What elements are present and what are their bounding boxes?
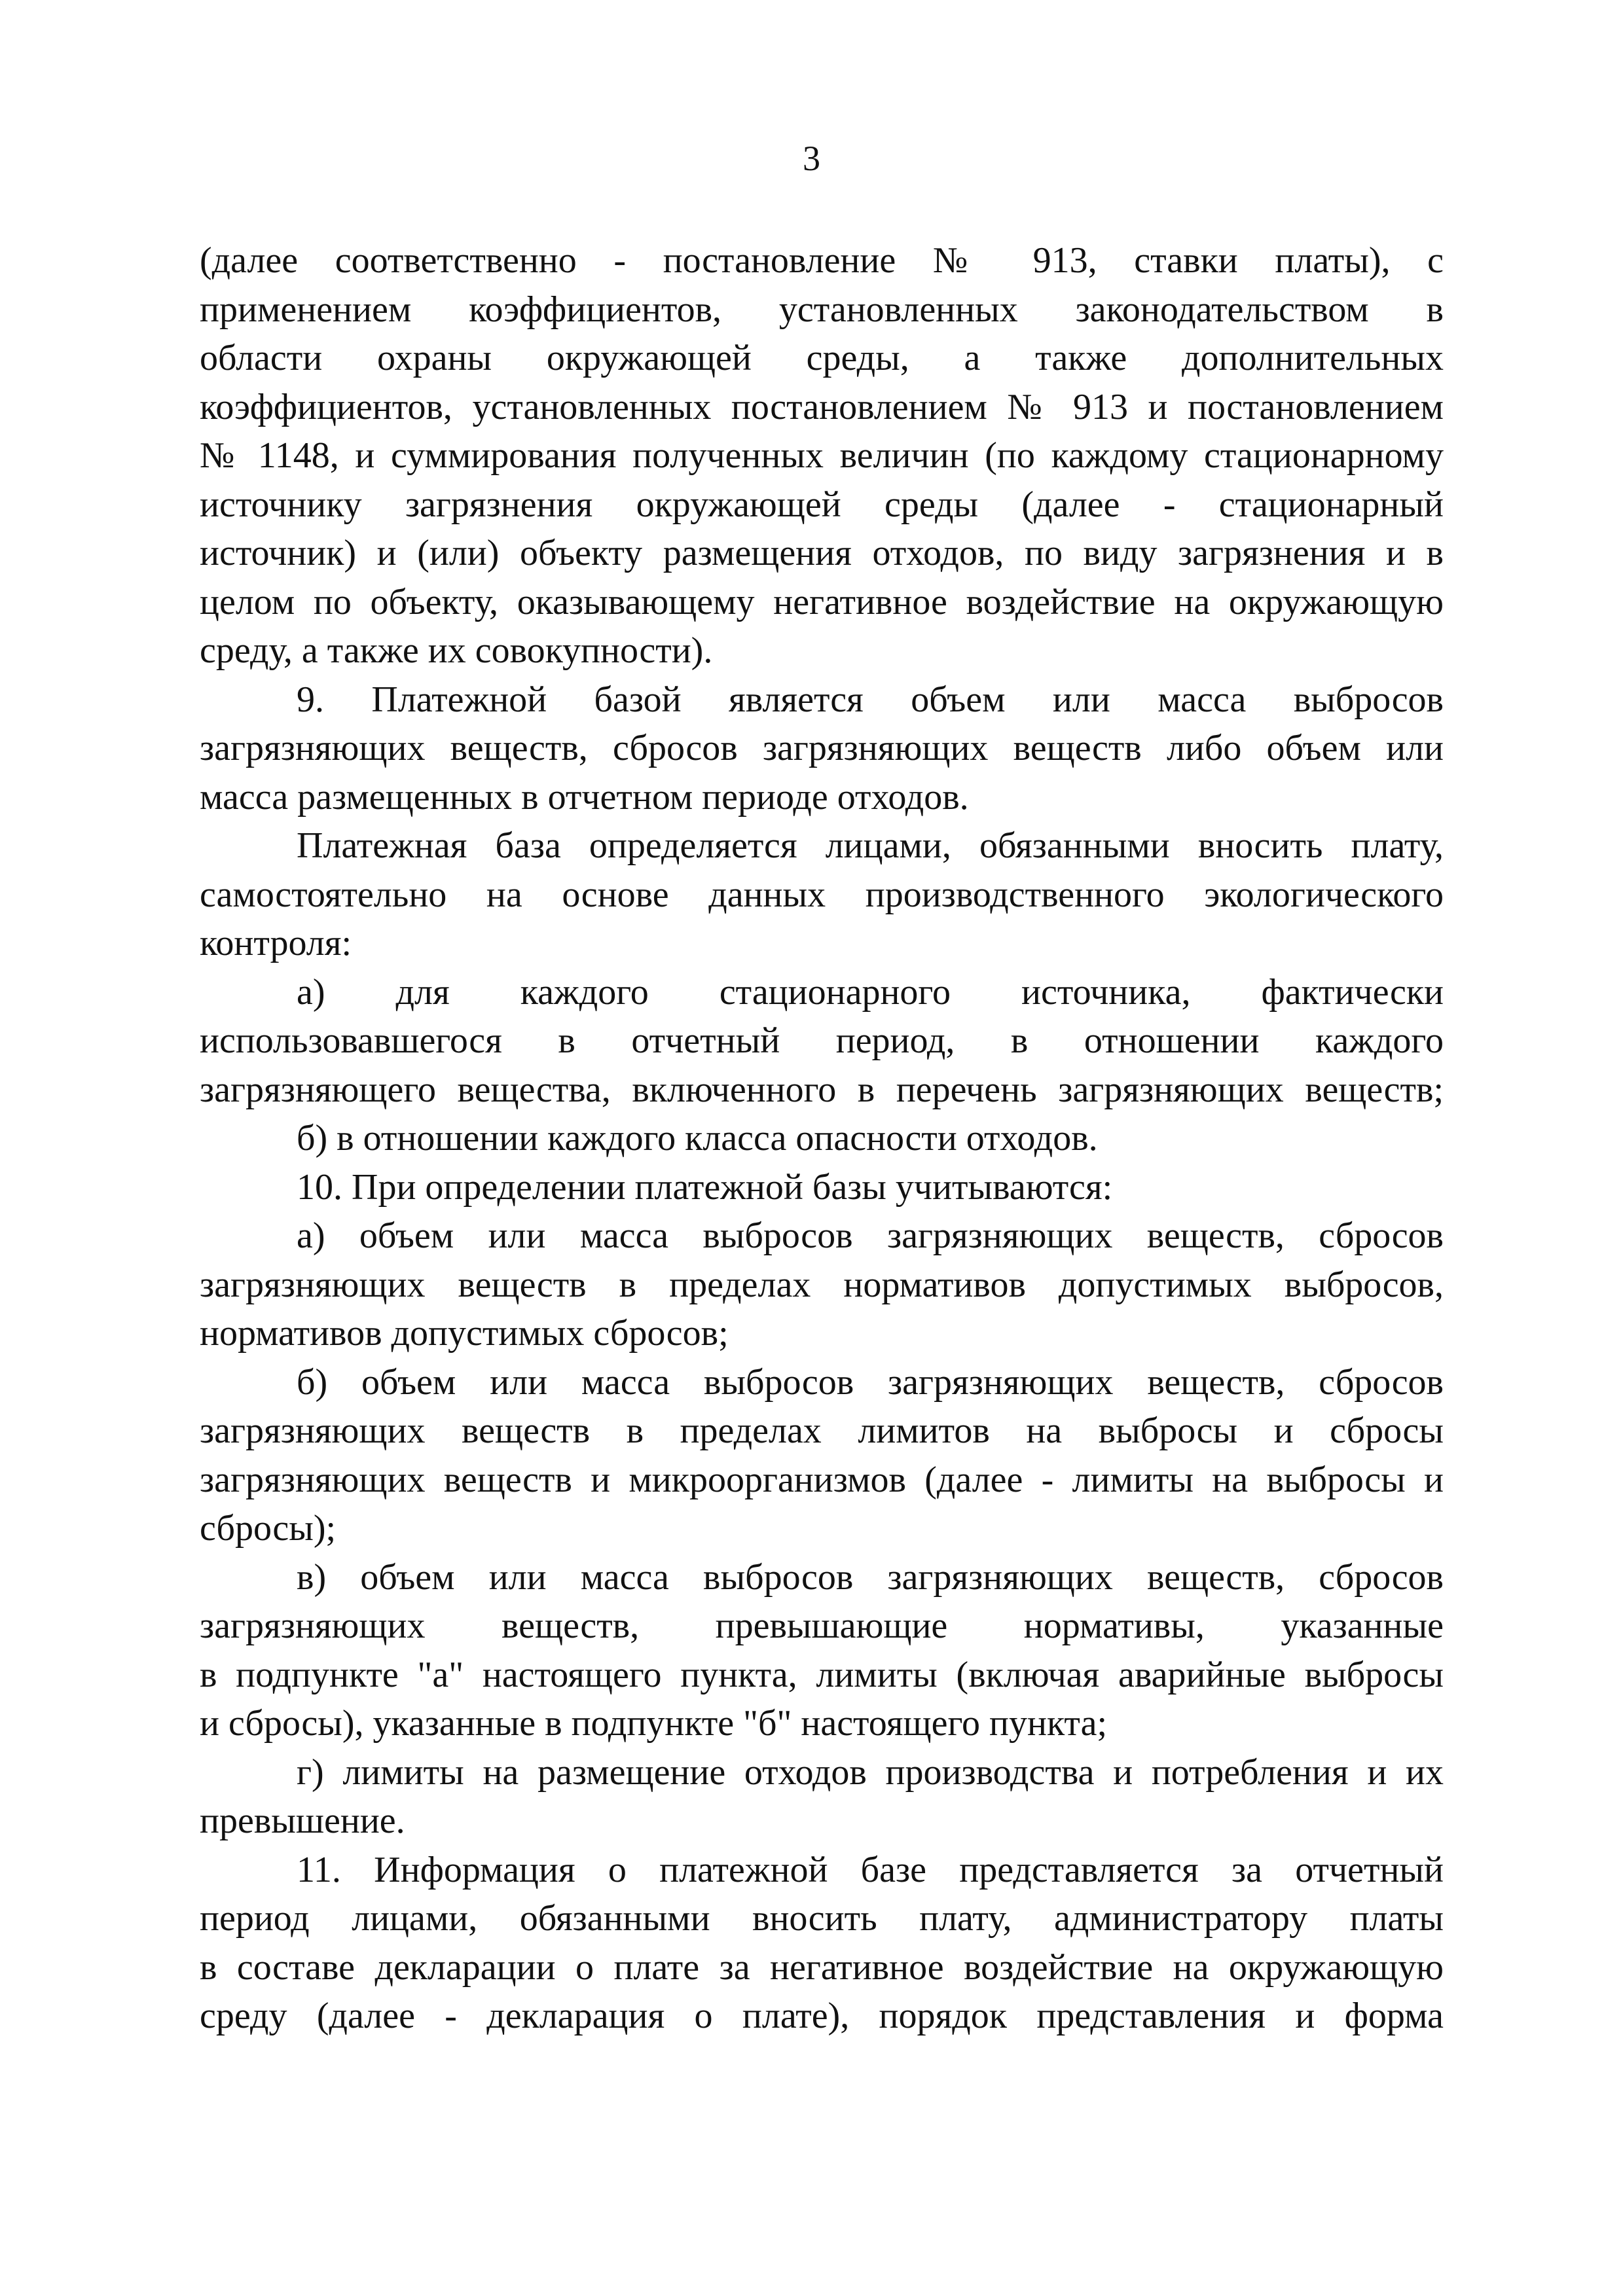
paragraph-11	[200, 1846, 1444, 2041]
text-line: а) для каждого стационарного источника, фактически	[297, 971, 1444, 1013]
text-line: Платежная база определяется лицами, обязанными вносить плату,	[297, 825, 1444, 866]
text-line: сбросы);	[200, 1508, 337, 1549]
paragraph-10-b	[200, 1358, 1444, 1553]
paragraph-10	[200, 1163, 1444, 1212]
text-line: (далее соответственно - постановление № 913, ставки платы), с	[200, 240, 1444, 281]
text-line: области охраны окружающей среды, а также дополнительных	[200, 338, 1444, 378]
page-number: 3	[803, 139, 820, 178]
text-line: превышение.	[200, 1801, 405, 1841]
text-line: источник) и (или) объекту размещения отходов, по виду загрязнения и в	[200, 533, 1444, 573]
text-line: контроля:	[200, 923, 352, 963]
paragraph-9	[200, 675, 1444, 822]
text-line: № 1148, и суммирования полученных величин (по каждому стационарному	[200, 435, 1444, 476]
text-line: загрязняющих веществ, сбросов загрязняющих веществ либо объем или	[200, 728, 1444, 768]
text-line: нормативов допустимых сбросов;	[200, 1313, 729, 1354]
text-line: использовавшегося в отчетный период, в отношении каждого	[200, 1020, 1444, 1061]
text-line: загрязняющего вещества, включенного в перечень загрязняющих веществ;	[200, 1069, 1444, 1110]
text-line: период лицами, обязанными вносить плату, администратору платы	[200, 1898, 1444, 1939]
text-line: 11. Информация о платежной базе представляется за отчетный	[297, 1849, 1444, 1890]
paragraph-9-base	[200, 821, 1444, 968]
text-line: в подпункте "а" настоящего пункта, лимиты (включая аварийные выбросы	[200, 1654, 1444, 1695]
text-line: самостоятельно на основе данных производственного экологического	[200, 874, 1444, 915]
text-line: а) объем или масса выбросов загрязняющих веществ, сбросов	[297, 1215, 1444, 1256]
text-line: б) в отношении каждого класса опасности отходов.	[297, 1118, 1098, 1158]
text-line: загрязняющих веществ, превышающие нормативы, указанные	[200, 1605, 1444, 1646]
text-line: 10. При определении платежной базы учитываются:	[297, 1166, 1113, 1208]
text-line: и сбросы), указанные в подпункте "б" настоящего пункта;	[200, 1703, 1107, 1744]
text-line: загрязняющих веществ и микроорганизмов (далее - лимиты на выбросы и	[200, 1459, 1444, 1500]
text-line: в составе декларации о плате за негативное воздействие на окружающую	[200, 1946, 1444, 1988]
paragraph-10-a	[200, 1211, 1444, 1358]
text-line: источнику загрязнения окружающей среды (далее - стационарный	[200, 484, 1444, 525]
paragraph-9-b	[200, 1114, 1444, 1163]
paragraph-9-a	[200, 968, 1444, 1115]
text-line: в) объем или масса выбросов загрязняющих веществ, сбросов	[297, 1556, 1444, 1598]
text-line: б) объем или масса выбросов загрязняющих веществ, сбросов	[297, 1361, 1444, 1403]
text-line: масса размещенных в отчетном периоде отходов.	[200, 776, 969, 817]
text-line: целом по объекту, оказывающему негативное воздействие на окружающую	[200, 581, 1444, 622]
text-line: загрязняющих веществ в пределах лимитов на выбросы и сбросы	[200, 1410, 1444, 1451]
text-line: г) лимиты на размещение отходов производства и потребления и их	[297, 1751, 1444, 1793]
paragraph-10-g	[200, 1748, 1444, 1846]
text-line: загрязняющих веществ в пределах нормативов допустимых выбросов,	[200, 1264, 1444, 1305]
paragraph-10-v	[200, 1553, 1444, 1748]
text-line: коэффициентов, установленных постановлением № 913 и постановлением	[200, 386, 1444, 427]
text-line: среду (далее - декларация о плате), порядок представления и форма	[200, 1996, 1444, 2036]
document-body	[200, 236, 1444, 2041]
text-line: применением коэффициентов, установленных законодательством в	[200, 289, 1444, 330]
text-line: среду, а также их совокупности).	[200, 630, 713, 671]
paragraph-continuation	[200, 236, 1444, 675]
text-line: 9. Платежной базой является объем или масса выбросов	[297, 679, 1444, 720]
